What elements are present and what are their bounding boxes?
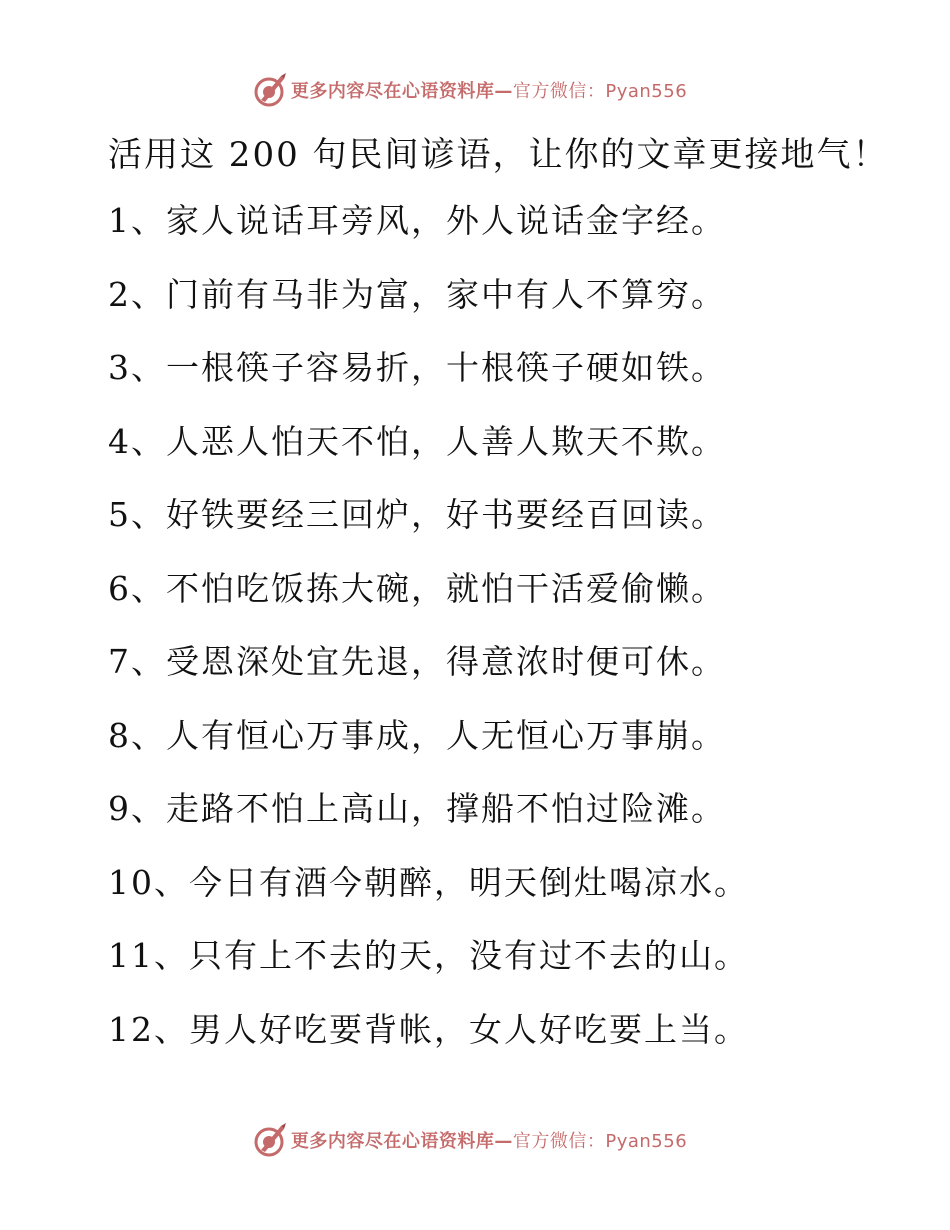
- list-item: 12、男人好吃要背帐，女人好吃要上当。: [108, 1009, 749, 1049]
- proverb-list: [108, 200, 749, 1082]
- list-item: 6、不怕吃饭拣大碗，就怕干活爱偷懒。: [108, 568, 726, 608]
- banner-wechat-text: 官方微信：Pyan556: [512, 1131, 688, 1152]
- header-banner: [0, 70, 950, 110]
- list-item: 9、走路不怕上高山，撑船不怕过险滩。: [108, 789, 726, 828]
- banner-main-text: 更多内容尽在心语资料库—: [290, 81, 513, 102]
- footer-banner: [0, 1120, 950, 1160]
- quill-logo-icon: [251, 1122, 287, 1158]
- list-item: 1、家人说话耳旁风，外人说话金字经。: [108, 201, 726, 240]
- page-title: 活用这 200 句民间谚语，让你的文章更接地气！: [108, 135, 889, 175]
- banner-wechat-text: 官方微信：Pyan556: [512, 81, 688, 102]
- quill-logo-icon: [251, 72, 287, 108]
- banner-text: [291, 77, 687, 103]
- list-item: 8、人有恒心万事成，人无恒心万事崩。: [108, 715, 726, 755]
- banner-main-text: 更多内容尽在心语资料库—: [290, 1131, 513, 1152]
- list-item: 7、受恩深处宜先退，得意浓时便可休。: [108, 642, 726, 681]
- list-item: 11、只有上不去的天，没有过不去的山。: [108, 936, 749, 975]
- list-item: 2、门前有马非为富，家中有人不算穷。: [108, 274, 726, 314]
- list-item: 5、好铁要经三回炉，好书要经百回读。: [108, 495, 726, 534]
- list-item: 3、一根筷子容易折，十根筷子硬如铁。: [108, 348, 726, 387]
- banner-text: [291, 1127, 687, 1153]
- list-item: 10、今日有酒今朝醉，明天倒灶喝凉水。: [108, 862, 749, 902]
- list-item: 4、人恶人怕天不怕，人善人欺天不欺。: [108, 421, 726, 461]
